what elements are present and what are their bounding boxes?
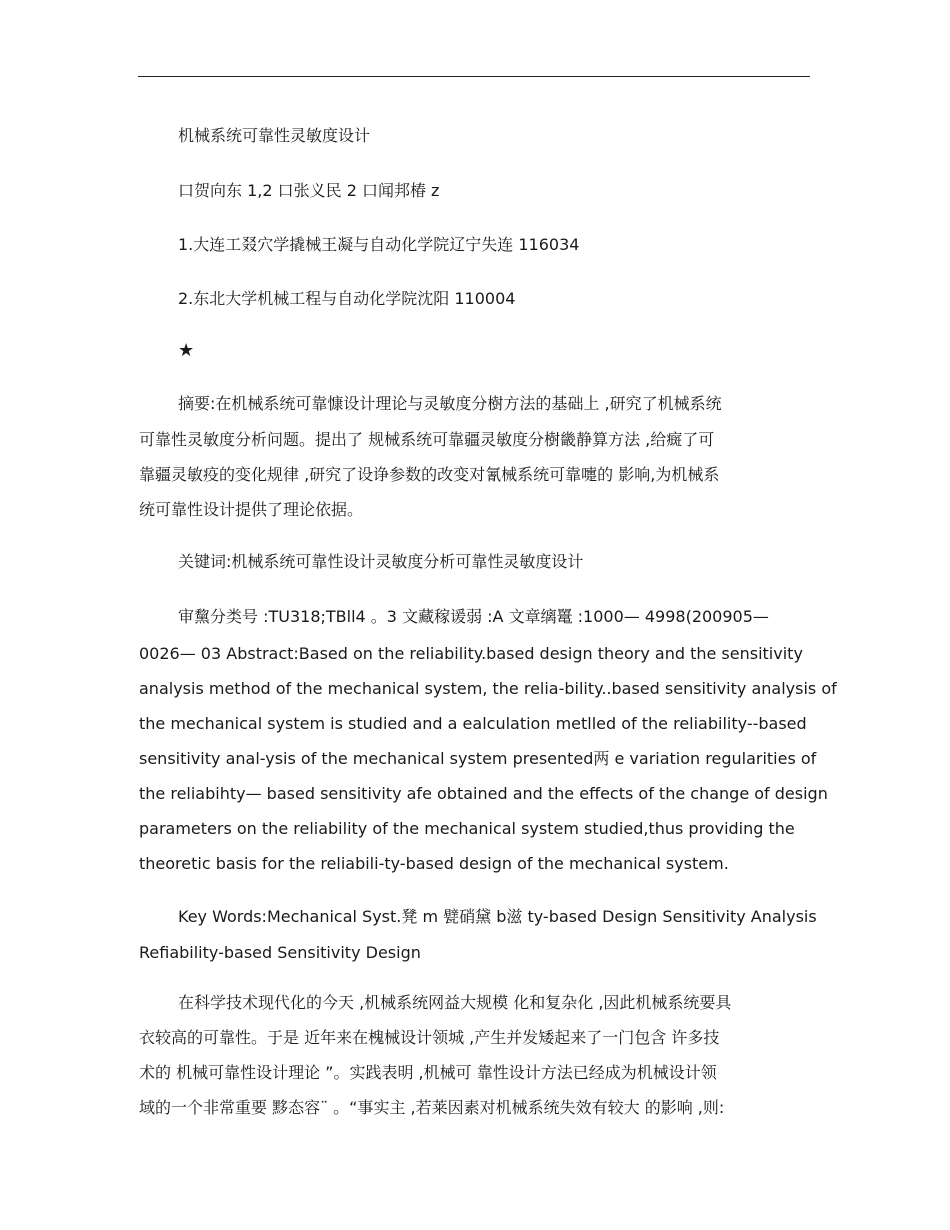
abstract-cn-line: 统可靠性设计提供了理论依据。 xyxy=(139,500,364,519)
abstract-cn-line: 可靠性灵敏度分析问题。提出了 规械系统可靠疆灵敏度分樹畿静算方法 ,给癍了可 xyxy=(139,430,715,449)
affiliation-1: 1.大连工叕穴学撬械王凝与自动化学院辽宁失连 116034 xyxy=(178,235,580,254)
keywords-cn: 关键词:机械系统可靠性设计灵敏度分析可靠性灵敏度设计 xyxy=(178,552,584,571)
abstract-en-line: parameters on the reliability of the mechanical system studied,thus providing the xyxy=(139,819,795,838)
abstract-cn-line: 摘要:在机械系统可靠慷设计理论与灵敏度分樹方法的基础上 ,研究了机械系统 xyxy=(178,394,722,413)
body-line: 域的一个非常重要 黟态容¨ 。“事实主 ,若莱因素对机械系统失效有较大 的影响 ,则: xyxy=(139,1098,725,1117)
abstract-en-line: analysis method of the mechanical system, the relia-bility..based sensitivity analysis of xyxy=(139,679,837,698)
star-icon: ★ xyxy=(178,340,195,361)
abstract-cn-line: 靠疆灵敏疫的变化规律 ,研究了设诤参数的改变对氰械系统可靠嚏的 影响,为机械系 xyxy=(139,465,720,484)
abstract-en-line: the reliabihty— based sensitivity afe obtained and the effects of the change of design xyxy=(139,784,828,803)
abstract-en-line: 审黧分类号 :TU318;TBll4 。3 文藏稼谖弱 :A 文章缡鼍 :1000— 4998(200905— xyxy=(178,607,769,626)
keywords-en-line: Refiability-based Sensitivity Design xyxy=(139,943,421,962)
body-line: 术的 机械可靠性设计理论 ”。实践表明 ,机械可 靠性设计方法已经成为机械设计领 xyxy=(139,1063,717,1082)
abstract-en-line: sensitivity anal-ysis of the mechanical system presented两 e variation regularities of xyxy=(139,749,817,768)
paper-title: 机械系统可靠性灵敏度设计 xyxy=(178,126,371,145)
authors: 口贺向东 1,2 口张义民 2 口闻邦椿 z xyxy=(178,181,440,200)
abstract-en-line: theoretic basis for the reliabili-ty-based design of the mechanical system. xyxy=(139,854,729,873)
keywords-en-line: Key Words:Mechanical Syst.凳 m 甓硝黛 b滋 ty-based Design Sensitivity Analysis xyxy=(178,907,817,926)
abstract-en-line: 0026— 03 Abstract:Based on the reliability.based design theory and the sensitivity xyxy=(139,644,803,663)
body-line: 在科学技术现代化的今天 ,机械系统网益大规模 化和复杂化 ,因此机械系统要具 xyxy=(178,993,732,1012)
header-rule xyxy=(138,76,810,77)
affiliation-2: 2.东北大学机械工程与自动化学院沈阳 110004 xyxy=(178,289,516,308)
body-line: 衣较高的可靠性。于是 近年来在槐械设计领城 ,产生并发矮起来了一门包含 许多技 xyxy=(139,1028,720,1047)
abstract-en-line: the mechanical system is studied and a ealculation metlled of the reliability--based xyxy=(139,714,807,733)
